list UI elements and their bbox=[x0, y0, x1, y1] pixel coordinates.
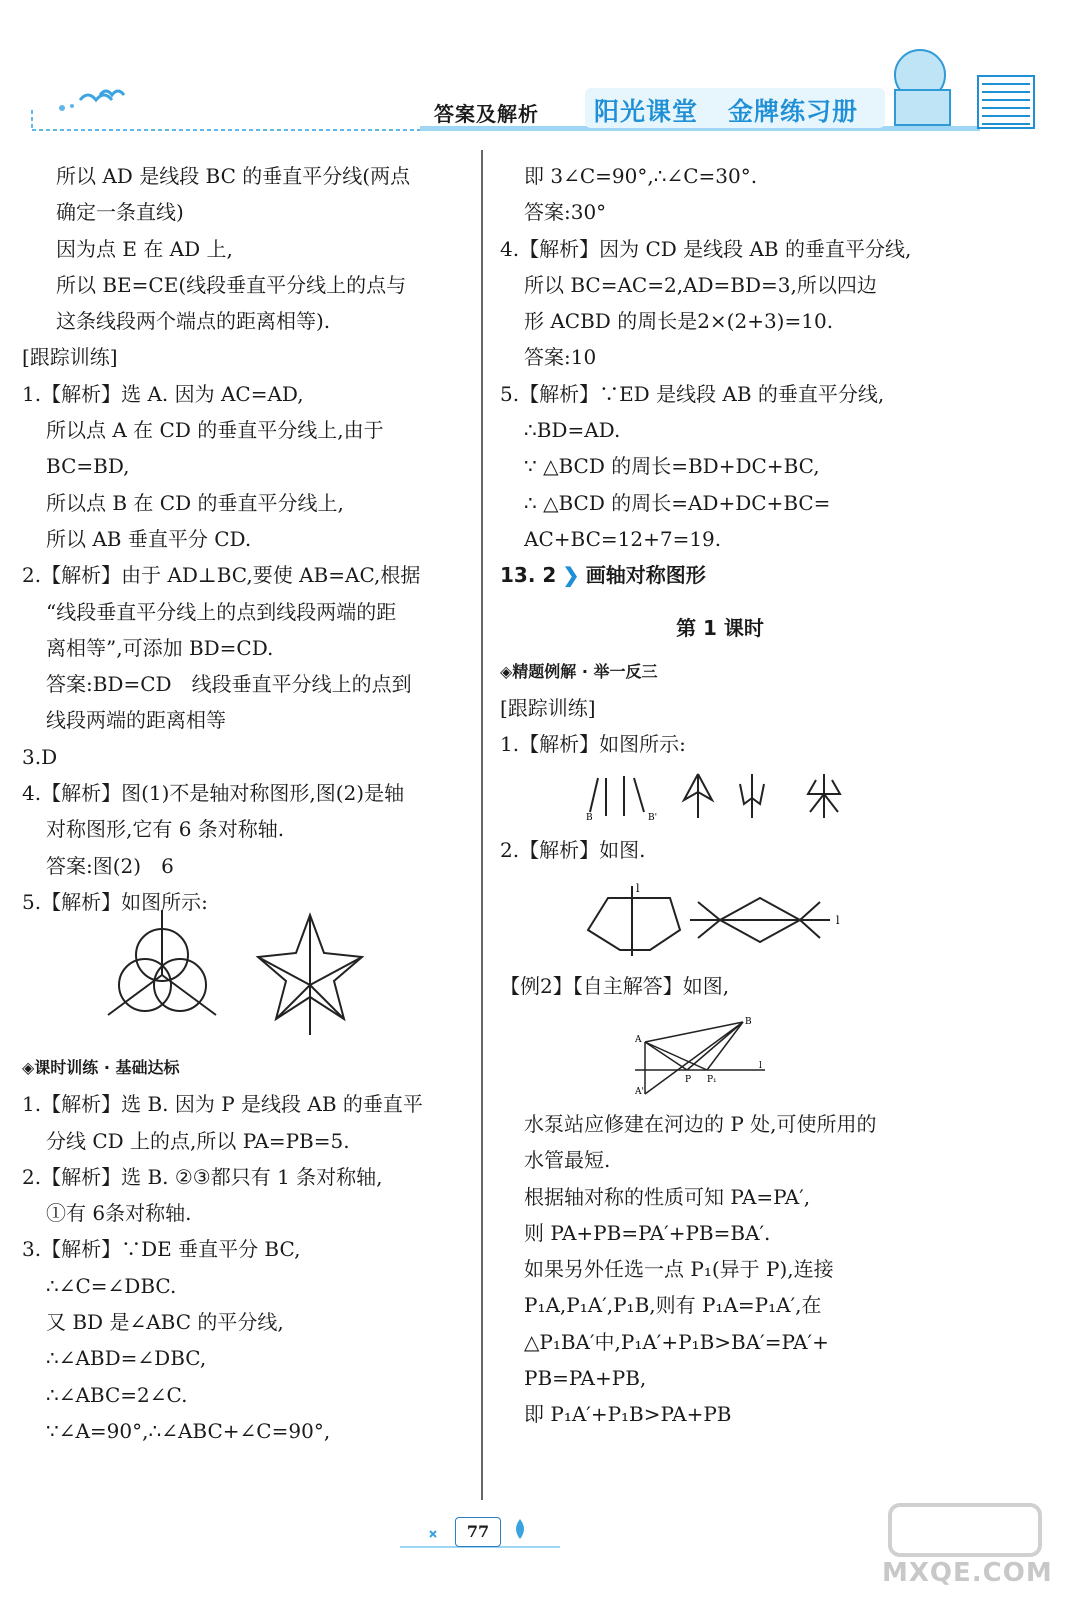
practice-3: 3.【解析】∵DE 垂直平分 BC, bbox=[22, 1237, 301, 1262]
right-column-c bbox=[500, 968, 940, 1004]
practice-1: 1.【解析】选 B. 因为 P 是线段 AB 的垂直平 bbox=[22, 1092, 423, 1117]
text-line: 水管最短. bbox=[524, 1148, 611, 1173]
figure-label: P bbox=[685, 1075, 692, 1085]
header-title: 答案及解析 bbox=[434, 102, 539, 126]
text-line: 所以点 B 在 CD 的垂直平分线上, bbox=[46, 490, 344, 515]
exercise-2: 2.【解析】如图. bbox=[500, 838, 646, 862]
text-line: 水泵站应修建在河边的 P 处,可使所用的 bbox=[524, 1112, 877, 1136]
answer-4: 4.【解析】因为 CD 是线段 AB 的垂直平分线, bbox=[500, 236, 912, 261]
text-line: 答案:30° bbox=[524, 200, 607, 225]
text-line: AC+BC=12+7=19. bbox=[524, 526, 722, 551]
header-decoration bbox=[0, 0, 1074, 150]
text-line: 所以 BC=AC=2,AD=BD=3,所以四边 bbox=[524, 272, 877, 297]
chapter-number: 13. 2 bbox=[500, 563, 557, 588]
text-line: 分线 CD 上的点,所以 PA=PB=5. bbox=[46, 1128, 350, 1153]
text-line: 所以 AB 垂直平分 CD. bbox=[46, 526, 252, 551]
brand-name-b: 金牌练习册 bbox=[728, 97, 859, 126]
text-line: ∴BD=AD. bbox=[524, 418, 621, 443]
text-line: PB=PA+PB, bbox=[524, 1366, 647, 1391]
section-heading: ◈精题例解 · 举一反三 bbox=[500, 661, 658, 681]
lesson-title: 第 1 课时 bbox=[676, 615, 764, 640]
practice-2: 2.【解析】选 B. ②③都只有 1 条对称轴, bbox=[22, 1164, 383, 1189]
figure-label: P₁ bbox=[707, 1075, 717, 1085]
text-line: 即 3∠C=90°,∴∠C=30°. bbox=[524, 164, 758, 188]
figure-label: A bbox=[635, 1035, 642, 1045]
page-header bbox=[0, 0, 1074, 150]
text-line: 所以 BE=CE(线段垂直平分线上的点与 bbox=[56, 272, 407, 297]
chapter-heading bbox=[500, 557, 940, 593]
text-line: ①有 6条对称轴. bbox=[46, 1201, 192, 1226]
text-line: 离相等”,可添加 BD=CD. bbox=[46, 635, 274, 660]
text-line: 答案:BD=CD 线段垂直平分线上的点到 bbox=[46, 672, 412, 697]
chapter-title: 画轴对称图形 bbox=[585, 563, 706, 588]
text-line: 则 PA+PB=PA′+PB=BA′. bbox=[524, 1220, 771, 1245]
text-line: 线段两端的距离相等 bbox=[46, 708, 226, 733]
answer-5: 5.【解析】∵ED 是线段 AB 的垂直平分线, bbox=[500, 381, 885, 406]
figure-label: B' bbox=[648, 813, 658, 823]
section-heading: ◈课时训练 · 基础达标 bbox=[22, 1058, 180, 1077]
figure-label: A' bbox=[635, 1087, 644, 1097]
text-line: ∵ △BCD 的周长=BD+DC+BC, bbox=[524, 454, 820, 479]
right-column-d bbox=[500, 1106, 940, 1433]
text-line: 确定一条直线) bbox=[56, 200, 184, 225]
answer-1: 1.【解析】选 A. 因为 AC=AD, bbox=[22, 381, 304, 406]
text-line: 形 ACBD 的周长是2×(2+3)=10. bbox=[524, 309, 834, 334]
watermark-text: MXQE.COM bbox=[882, 1558, 1053, 1588]
text-line: ∴∠ABC=2∠C. bbox=[46, 1382, 188, 1407]
answer-3: 3.D bbox=[22, 744, 58, 769]
text-line: ∴ △BCD 的周长=AD+DC+BC= bbox=[524, 490, 831, 515]
figure-label: l bbox=[836, 914, 840, 927]
column-divider bbox=[480, 150, 484, 1500]
text-line: P₁A,P₁A′,P₁B,则有 P₁A=P₁A′,在 bbox=[524, 1293, 822, 1318]
text-line: ∴∠C=∠DBC. bbox=[46, 1273, 177, 1298]
brand-name-a: 阳光课堂 bbox=[594, 97, 699, 126]
right-column-b bbox=[500, 832, 940, 868]
text-line: 如果另外任选一点 P₁(异于 P),连接 bbox=[524, 1257, 834, 1282]
answer-2: 2.【解析】由于 AD⊥BC,要使 AB=AC,根据 bbox=[22, 563, 421, 588]
answer-5: 5.【解析】如图所示: bbox=[22, 889, 208, 914]
figure-label: l bbox=[759, 1061, 762, 1071]
figure-label: B bbox=[745, 1017, 752, 1027]
figure-symmetric-lines bbox=[580, 768, 860, 828]
text-line: △P₁BA′中,P₁A′+P₁B>BA′=PA′+ bbox=[524, 1329, 829, 1354]
figure-circles-flower bbox=[100, 905, 380, 1045]
figure-trapezoid bbox=[580, 880, 860, 960]
text-line: 因为点 E 在 AD 上, bbox=[56, 236, 233, 261]
figure-label: l bbox=[636, 882, 640, 895]
text-line: ∴∠ABD=∠DBC, bbox=[46, 1346, 207, 1371]
text-line: 又 BD 是∠ABC 的平分线, bbox=[46, 1310, 284, 1335]
left-column-b bbox=[22, 1050, 462, 1449]
page-number: 77 bbox=[455, 1517, 501, 1547]
text-line: 所以点 A 在 CD 的垂直平分线上,由于 bbox=[46, 418, 384, 443]
exercise-1: 1.【解析】如图所示: bbox=[500, 732, 686, 757]
text-line: 这条线段两个端点的距离相等). bbox=[56, 309, 331, 334]
text-line: BC=BD, bbox=[46, 454, 130, 479]
figure-label: B bbox=[586, 813, 593, 823]
section-label: [跟踪训练] bbox=[500, 696, 596, 721]
text-line: 对称图形,它有 6 条对称轴. bbox=[46, 817, 285, 842]
right-column bbox=[500, 158, 940, 763]
chevron-right-icon: ❯ bbox=[562, 563, 580, 588]
text-line: 答案:图(2) 6 bbox=[46, 853, 174, 878]
left-column bbox=[22, 158, 462, 920]
section-label: [跟踪训练] bbox=[22, 345, 118, 370]
answer-4: 4.【解析】图(1)不是轴对称图形,图(2)是轴 bbox=[22, 781, 405, 806]
text-line: ∵∠A=90°,∴∠ABC+∠C=90°, bbox=[46, 1418, 331, 1443]
figure-pump-station bbox=[635, 1012, 775, 1102]
text-line: 所以 AD 是线段 BC 的垂直平分线(两点 bbox=[56, 164, 411, 188]
text-line: “线段垂直平分线上的点到线段两端的距 bbox=[46, 599, 397, 624]
text-line: 根据轴对称的性质可知 PA=PA′, bbox=[524, 1184, 811, 1209]
text-line: 答案:10 bbox=[524, 345, 597, 370]
example-2: 【例2】【自主解答】如图, bbox=[500, 974, 730, 998]
text-line: 即 P₁A′+P₁B>PA+PB bbox=[524, 1402, 732, 1427]
